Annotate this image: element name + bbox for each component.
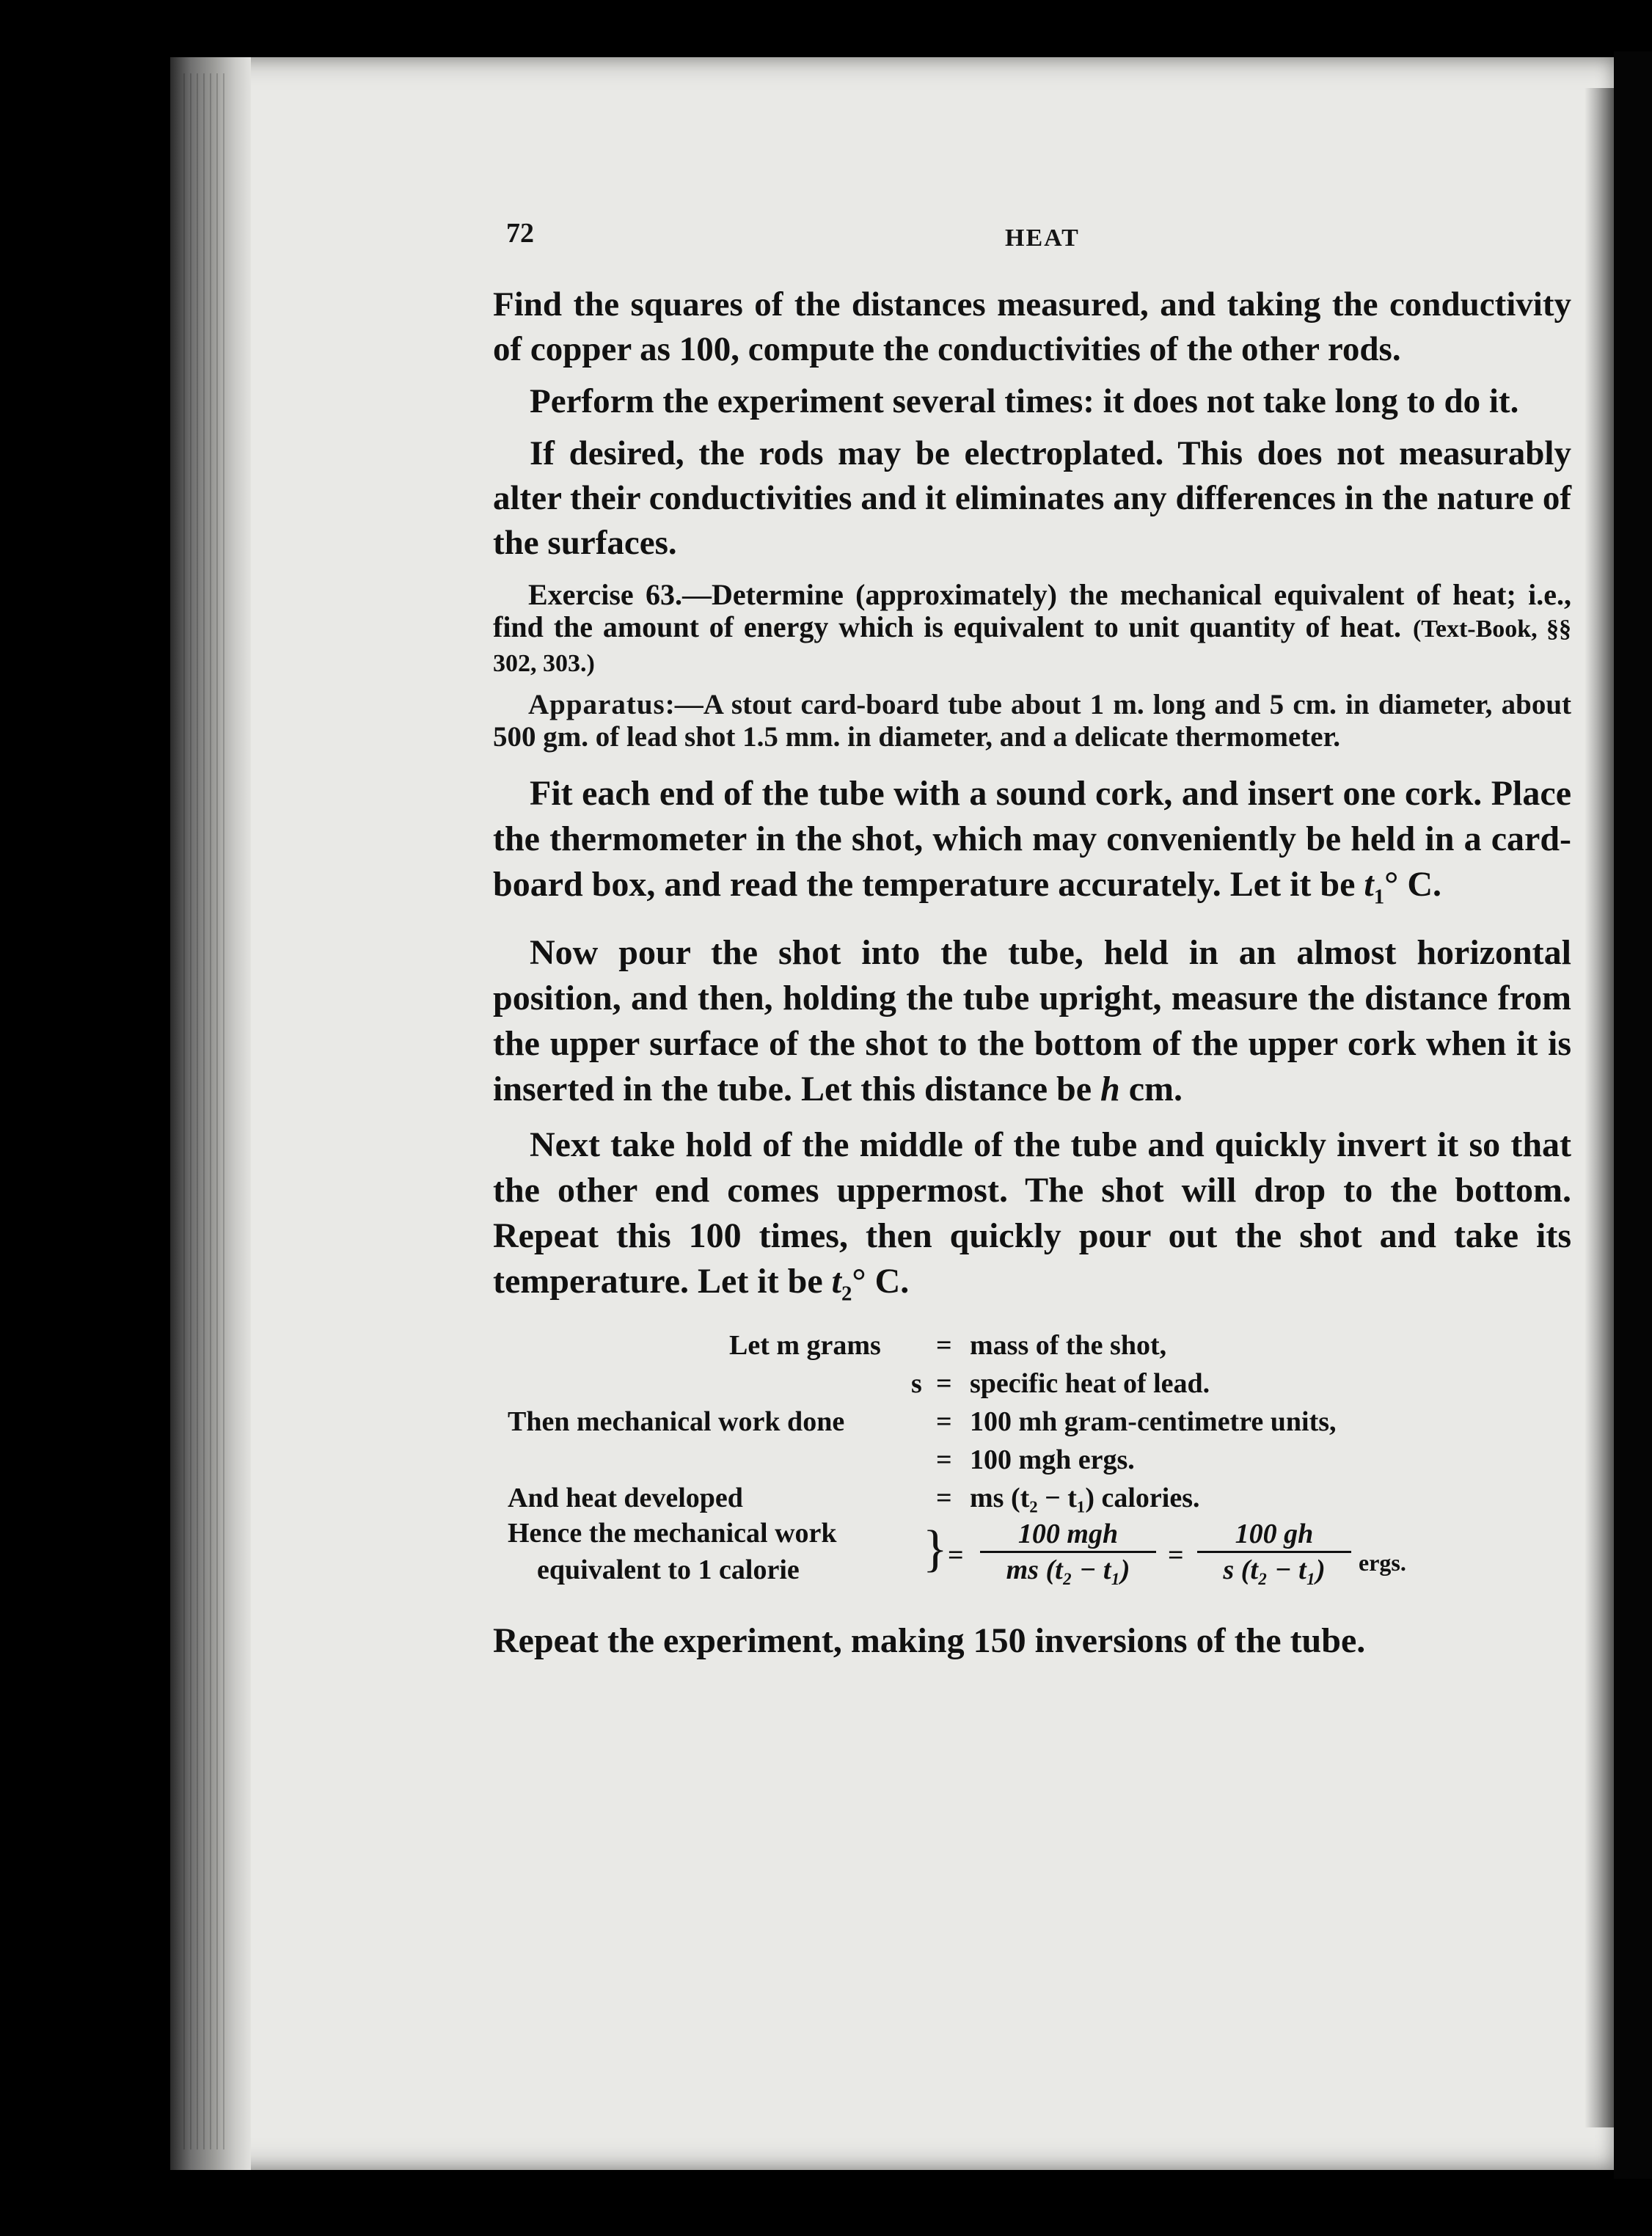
paragraph-electroplate: If desired, the rods may be electroplated. This does not measurably alter their conductivities and it eliminates any differences in the nature of the surfaces. <box>493 434 1571 562</box>
equation-lhs: And heat developed <box>508 1483 743 1514</box>
variable-h: h <box>1100 1069 1120 1108</box>
subscript: 1 <box>1373 885 1385 909</box>
equation-line <box>493 1479 1571 1517</box>
page-right-shadow <box>1585 88 1614 2127</box>
paragraph-invert <box>493 1122 1571 1317</box>
apparatus-label: Apparatus <box>528 689 665 720</box>
mechanical-equivalent-equation <box>493 1517 1571 1605</box>
page-header <box>506 217 1563 261</box>
fraction-numerator: 100 gh <box>1197 1517 1351 1553</box>
equation-block <box>493 1326 1571 1605</box>
apparatus-paragraph <box>493 689 1571 753</box>
apparatus-text: :—A stout card-board tube about 1 m. long and 5 cm. in diameter, about 500 gm. of lead shot 1.5 mm. in diameter, and a delicate thermometer. <box>493 689 1571 753</box>
equation-line <box>493 1403 1571 1441</box>
fraction-denominator: ms (t₂ − t₁) <box>1006 1554 1130 1586</box>
equals-sign: = <box>948 1540 964 1571</box>
equals-sign: = <box>1168 1540 1184 1571</box>
paragraph-text: Now pour the shot into the tube, held in an almost horizontal position, and then, holding the tube upright, measure the distance from the upper surface of the shot to the bottom of the upper cork when it is inserted in the tube. Let this distance be <box>493 932 1571 1108</box>
variable-t: t <box>831 1261 841 1301</box>
paragraph-pour-shot <box>493 930 1571 1112</box>
paragraph-text: Fit each end of the tube with a sound cork, and insert one cork. Place the thermometer in the shot, which may conveniently be held in a card-board box, and read the temperature accurately. Let it be <box>493 774 1571 904</box>
equation-rhs: specific heat of lead. <box>970 1368 1210 1400</box>
fraction-numerator: 100 mgh <box>980 1517 1156 1553</box>
equation-rhs: 100 mgh ergs. <box>970 1444 1135 1476</box>
equation-lhs: Then mechanical work done <box>508 1406 845 1438</box>
equation-line <box>493 1326 1571 1364</box>
closing-instruction: Repeat the experiment, making 150 inversions of the tube. <box>493 1621 1366 1661</box>
equation-rhs: 100 mh gram-centimetre units, <box>970 1406 1337 1438</box>
subscript: 2 <box>841 1282 852 1306</box>
equation-lhs-line2: equivalent to 1 calorie <box>537 1554 800 1586</box>
equation-rhs: ms (t₂ − t₁) calories. <box>970 1483 1200 1514</box>
equation-lhs: Let m grams <box>729 1330 881 1362</box>
fraction-denominator: s (t₂ − t₁) <box>1223 1554 1326 1586</box>
exercise-heading <box>493 579 1571 680</box>
exercise-text: Exercise 63.—Determine (approximately) the mechanical equivalent of heat; i.e., find the amount of energy which is equivalent to unit quantity of heat. <box>493 578 1571 643</box>
scan-border <box>1614 51 1652 2179</box>
paragraph-fit-cork <box>493 771 1571 920</box>
equation-relation: = <box>936 1483 952 1514</box>
paragraph-conductivity: Find the squares of the distances measured, and taking the conductivity of copper as 100, compute the conductivities of the other rods. <box>493 285 1571 368</box>
equation-relation: = <box>936 1368 952 1400</box>
variable-t: t <box>1364 865 1374 904</box>
equation-lhs-line1: Hence the mechanical work <box>508 1518 837 1549</box>
page-body <box>493 282 1571 1699</box>
unit-text: ° C. <box>852 1261 910 1301</box>
equation-relation: = <box>936 1330 952 1362</box>
units-label: ergs. <box>1359 1549 1406 1576</box>
unit-text: cm. <box>1119 1069 1183 1108</box>
page-edge-lines <box>183 73 227 2149</box>
equation-line <box>493 1364 1571 1403</box>
paragraph-perform: Perform the experiment several times: it does not take long to do it. <box>530 382 1519 420</box>
equation-relation: = <box>936 1444 952 1476</box>
exercise-reference: (Text-Book, §§ 302, 303.) <box>493 615 1571 677</box>
equation-lhs: s <box>911 1368 922 1400</box>
equation-rhs: mass of the shot, <box>970 1330 1167 1362</box>
running-head: HEAT <box>1005 224 1080 252</box>
equation-relation: = <box>936 1406 952 1438</box>
paragraph-text: Next take hold of the middle of the tube and quickly invert it so that the other end comes uppermost. The shot will drop to the bottom. Repeat this 100 times, then quickly pour out the shot and take its temperature. Let it be <box>493 1125 1571 1301</box>
page-number: 72 <box>506 218 534 249</box>
brace-symbol: } <box>923 1521 948 1578</box>
equation-line <box>493 1441 1571 1479</box>
fraction-simplified <box>1197 1517 1351 1587</box>
fraction-work-over-heat <box>980 1517 1156 1587</box>
unit-text: ° C. <box>1384 865 1442 904</box>
